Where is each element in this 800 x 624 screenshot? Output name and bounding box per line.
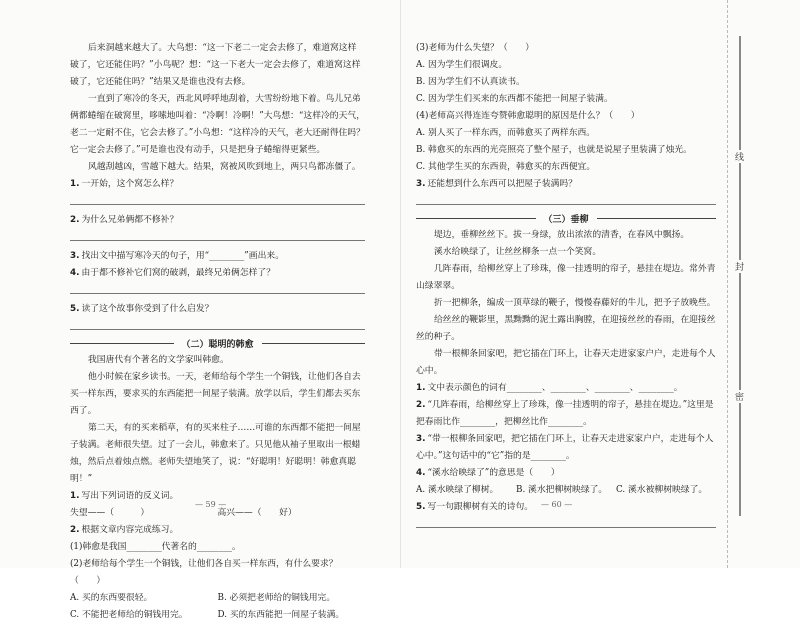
question-antonyms: 1. 写出下列词语的反义词。: [70, 491, 179, 501]
sub-question: (4)老师高兴得连连夸赞韩愈聪明的原因是什么？（ ）: [416, 111, 640, 121]
left-page: [0, 0, 400, 620]
answer-line[interactable]: [70, 318, 365, 330]
question-3: 3. 还能想到什么东西可以把屋子装满吗？: [416, 179, 578, 189]
binding-bar: [739, 36, 741, 516]
sub-question: (3)老师为什么失望？（ ）: [416, 43, 535, 53]
choice-row[interactable]: A. 溪水映绿了柳树。 B. 溪水把柳树映绿了。 C. 溪水被柳树映绿了。: [416, 485, 708, 495]
passage-paragraph: 堤边，垂柳丝丝下。拔一身绿，放出浓浓的清香，在春风中飘扬。: [434, 230, 690, 240]
question-2: 2. “几阵春雨，给柳丝穿上了珍珠，像一挂透明的帘子，悬挂在堤边。”这里是把春雨比作________，把柳丝比作________。: [416, 400, 714, 427]
passage-paragraph: 带一根柳条回家吧，把它插在门环上，让春天走进家家户户，走进每个人心中。: [416, 349, 716, 376]
binding-cut-line: [727, 0, 728, 568]
left-column: [70, 40, 365, 624]
answer-line[interactable]: [70, 193, 365, 205]
passage-paragraph: 折一把柳条，编成一顶草绿的鞭子，慢慢春藤好的牛儿，把予子放晚些。: [434, 298, 716, 308]
antonym-blanks[interactable]: 失望——（ ） 高兴——（ 好）: [70, 508, 297, 518]
section-title: （二）聪明的韩愈: [70, 337, 365, 350]
question-2: 2. 为什么兄弟俩都不修补？: [70, 215, 179, 225]
question-complete: 2. 根据文章内容完成练习。: [70, 525, 179, 535]
binding-char-seal: 封: [734, 260, 745, 273]
passage-paragraph: 溪水给映绿了，让丝丝柳条一点一个笑窝。: [434, 247, 602, 257]
choice-option[interactable]: C. 其他学生买的东西贵，韩愈买的东西便宜。: [416, 162, 596, 172]
section-title: （三）垂柳: [416, 212, 716, 225]
question-5: 5. 写一句跟柳树有关的诗句。: [416, 502, 534, 512]
choice-row[interactable]: C. 不能把老师给的铜钱用完。 D. 买的东西能把一间屋子装满。: [70, 610, 345, 620]
binding-char-secret: 密: [734, 390, 745, 403]
right-column: [416, 40, 716, 535]
choice-option[interactable]: B. 韩愈买的东西的光亮照亮了整个屋子，也就是说屋子里装满了烛光。: [416, 145, 692, 155]
passage-paragraph: 几阵春雨，给柳丝穿上了珍珠，像一挂透明的帘子，悬挂在堤边。常外青山绿翠翠。: [416, 264, 716, 291]
passage-paragraph: 他小时候在家乡读书。一天，老师给每个学生一个铜钱，让他们各自去买一样东西，要求买的东西能把一间屋子装满。放学以后，学生们都去买东西了。: [70, 372, 361, 416]
question-3: 3. “带一根柳条回家吧，把它插在门环上，让春天走进家家户户，走进每个人心中。”这句话中的“它”指的是________。: [416, 434, 714, 461]
question-5: 5. 读了这个故事你受到了什么启发？: [70, 304, 214, 314]
passage-paragraph: 风越刮越凶，雪越下越大。结果，窝被风吹到地上，两只鸟都冻僵了。: [88, 162, 361, 172]
choice-option[interactable]: A. 因为学生们很调皮。: [416, 60, 508, 70]
sub-question: (2)老师给每个学生一个铜钱，让他们各自买一样东西，有什么要求？（ ）: [70, 559, 338, 586]
passage-paragraph: 我国唐代有个著名的文学家叫韩愈。: [88, 355, 229, 365]
passage-paragraph: 一直到了寒冷的冬天，西北风呼呼地刮着，大雪纷纷地下着。鸟儿兄弟俩都蜷缩在破窝里，哆嗦地叫着：“冷啊！冷啊！”大鸟想：“这样冷的天气，老二一定耐不住，它会去修了。”小鸟想：“这样冷的天气，老大还耐得住吗？它一定会去修了。”可是谁也没有动手，只是把身子蜷缩得更紧些。: [70, 94, 365, 155]
passage-paragraph: 第二天，有的买来稻草，有的买来柱子……可谁的东西都不能把一间屋子装满。老师很失望。过了一会儿，韩愈来了。只见他从袖子里取出一根蜡烛，然后点着烛点燃。老师失望地笑了，说：“好聪明！好聪明！韩愈真聪明！”: [70, 423, 361, 484]
passage-paragraph: 给丝丝的鞭影里，黑黝黝的泥土露出胸膛，在迎接丝丝的春雨，在迎接丝丝的种子。: [416, 315, 716, 342]
page-number: — 59 —: [195, 500, 227, 509]
answer-line[interactable]: [70, 282, 365, 294]
question-1: 1. 一开始，这个窝怎么样？: [70, 179, 179, 189]
answer-line[interactable]: [70, 229, 365, 241]
binding-char-line: 线: [734, 150, 745, 163]
passage-paragraph: 后来洞越来越大了。大鸟想：“这一下老二一定会去修了，难道窝这样破了，它还能住吗？”小鸟呢？想：“这一下老大一定会去修了，难道窝这样破了，它还能住吗？”结果又是谁也没有去修。: [70, 43, 361, 87]
answer-line[interactable]: [416, 516, 716, 528]
question-4: 4. 由于都不修补它们窝的破剥，最终兄弟俩怎样了？: [70, 268, 276, 278]
question-4: 4. “溪水给映绿了”的意思是（ ）: [416, 468, 560, 478]
choice-row[interactable]: A. 买的东西要很轻。 B. 必须把老师给的铜钱用完。: [70, 593, 336, 603]
question-3: 3. 找出文中描写寒冷天的句子，用“________”画出来。: [70, 251, 284, 261]
sub-question: (1)韩愈是我国________代著名的________。: [70, 542, 241, 552]
page-number: — 60 —: [541, 500, 573, 509]
question-1: 1. 文中表示颜色的词有________、________、________、________。: [416, 383, 683, 393]
choice-option[interactable]: C. 因为学生们买来的东西都不能把一间屋子装满。: [416, 94, 613, 104]
answer-line[interactable]: [416, 193, 716, 205]
choice-option[interactable]: A. 别人买了一样东西，而韩愈买了两样东西。: [416, 128, 596, 138]
choice-option[interactable]: B. 因为学生们不认真读书。: [416, 77, 525, 87]
